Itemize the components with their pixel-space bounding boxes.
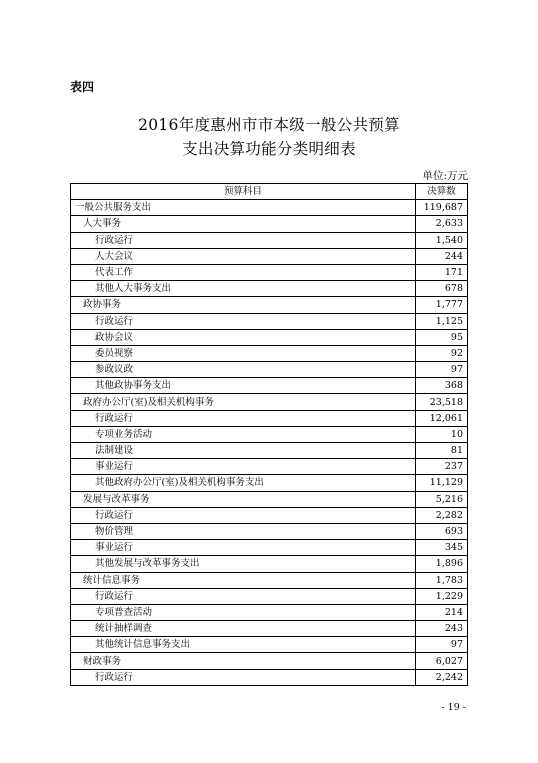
expenditure-table	[70, 183, 468, 686]
table-row	[71, 378, 468, 394]
row-label: 统计信息事务	[71, 572, 416, 588]
row-label: 其他统计信息事务支出	[71, 637, 416, 653]
row-label: 其他政府办公厅(室)及相关机构事务支出	[71, 475, 416, 491]
row-label: 统计抽样调查	[71, 621, 416, 637]
table-row	[71, 200, 468, 216]
table-row	[71, 248, 468, 264]
row-label: 事业运行	[71, 540, 416, 556]
table-row	[71, 572, 468, 588]
row-value: 23,518	[416, 394, 468, 410]
row-label: 人大事务	[71, 216, 416, 232]
row-label: 发展与改革事务	[71, 491, 416, 507]
table-row	[71, 232, 468, 248]
table-row	[71, 410, 468, 426]
column-header-item: 预算科目	[71, 184, 416, 200]
table-row	[71, 297, 468, 313]
document-subtitle: 支出决算功能分类明细表	[182, 140, 356, 158]
row-label: 专项普查活动	[71, 604, 416, 620]
row-value: 237	[416, 459, 468, 475]
table-row	[71, 264, 468, 280]
table-header-row	[71, 184, 468, 200]
table-row	[71, 669, 468, 685]
row-value: 5,216	[416, 491, 468, 507]
table-row	[71, 443, 468, 459]
column-header-amount: 决算数	[416, 184, 468, 200]
row-value: 368	[416, 378, 468, 394]
row-value: 171	[416, 264, 468, 280]
row-value: 1,777	[416, 297, 468, 313]
table-row	[71, 653, 468, 669]
row-label: 政协事务	[71, 297, 416, 313]
row-label: 委员视察	[71, 345, 416, 361]
row-value: 6,027	[416, 653, 468, 669]
table-row	[71, 523, 468, 539]
row-value: 2,242	[416, 669, 468, 685]
row-value: 345	[416, 540, 468, 556]
row-value: 97	[416, 362, 468, 378]
row-value: 10	[416, 426, 468, 442]
table-row	[71, 362, 468, 378]
row-label: 专项业务活动	[71, 426, 416, 442]
page-number: - 19 -	[441, 702, 466, 713]
row-value: 1,125	[416, 313, 468, 329]
row-label: 政府办公厅(室)及相关机构事务	[71, 394, 416, 410]
row-label: 行政运行	[71, 232, 416, 248]
row-value: 243	[416, 621, 468, 637]
table-row	[71, 313, 468, 329]
table-row	[71, 507, 468, 523]
row-value: 2,633	[416, 216, 468, 232]
row-label: 人大会议	[71, 248, 416, 264]
row-label: 事业运行	[71, 459, 416, 475]
table-row	[71, 604, 468, 620]
table-row	[71, 556, 468, 572]
table-row	[71, 540, 468, 556]
row-label: 其他发展与改革事务支出	[71, 556, 416, 572]
row-value: 119,687	[416, 200, 468, 216]
row-value: 2,282	[416, 507, 468, 523]
row-label: 行政运行	[71, 410, 416, 426]
row-label: 物价管理	[71, 523, 416, 539]
row-value: 11,129	[416, 475, 468, 491]
row-label: 法制建设	[71, 443, 416, 459]
row-value: 1,540	[416, 232, 468, 248]
table-row	[71, 426, 468, 442]
row-label: 行政运行	[71, 507, 416, 523]
table-row	[71, 394, 468, 410]
unit-label: 单位:万元	[422, 170, 468, 182]
row-label: 一般公共服务支出	[71, 200, 416, 216]
row-value: 95	[416, 329, 468, 345]
row-value: 678	[416, 281, 468, 297]
row-value: 214	[416, 604, 468, 620]
row-label: 参政议政	[71, 362, 416, 378]
row-label: 行政运行	[71, 588, 416, 604]
row-value: 12,061	[416, 410, 468, 426]
table-row	[71, 459, 468, 475]
row-label: 政协会议	[71, 329, 416, 345]
row-value: 97	[416, 637, 468, 653]
table-row	[71, 345, 468, 361]
row-label: 其他人大事务支出	[71, 281, 416, 297]
row-value: 1,783	[416, 572, 468, 588]
row-value: 244	[416, 248, 468, 264]
row-label: 财政事务	[71, 653, 416, 669]
table-row	[71, 216, 468, 232]
row-label: 其他政协事务支出	[71, 378, 416, 394]
table-row	[71, 588, 468, 604]
table-row	[71, 281, 468, 297]
row-label: 行政运行	[71, 669, 416, 685]
table-row	[71, 637, 468, 653]
table-row	[71, 621, 468, 637]
row-label: 行政运行	[71, 313, 416, 329]
table-label: 表四	[70, 80, 95, 94]
table-row	[71, 491, 468, 507]
row-value: 81	[416, 443, 468, 459]
row-value: 92	[416, 345, 468, 361]
row-value: 1,229	[416, 588, 468, 604]
document-title: 2016年度惠州市市本级一般公共预算	[138, 116, 400, 134]
table-row	[71, 475, 468, 491]
table-row	[71, 329, 468, 345]
row-label: 代表工作	[71, 264, 416, 280]
row-value: 1,896	[416, 556, 468, 572]
row-value: 693	[416, 523, 468, 539]
